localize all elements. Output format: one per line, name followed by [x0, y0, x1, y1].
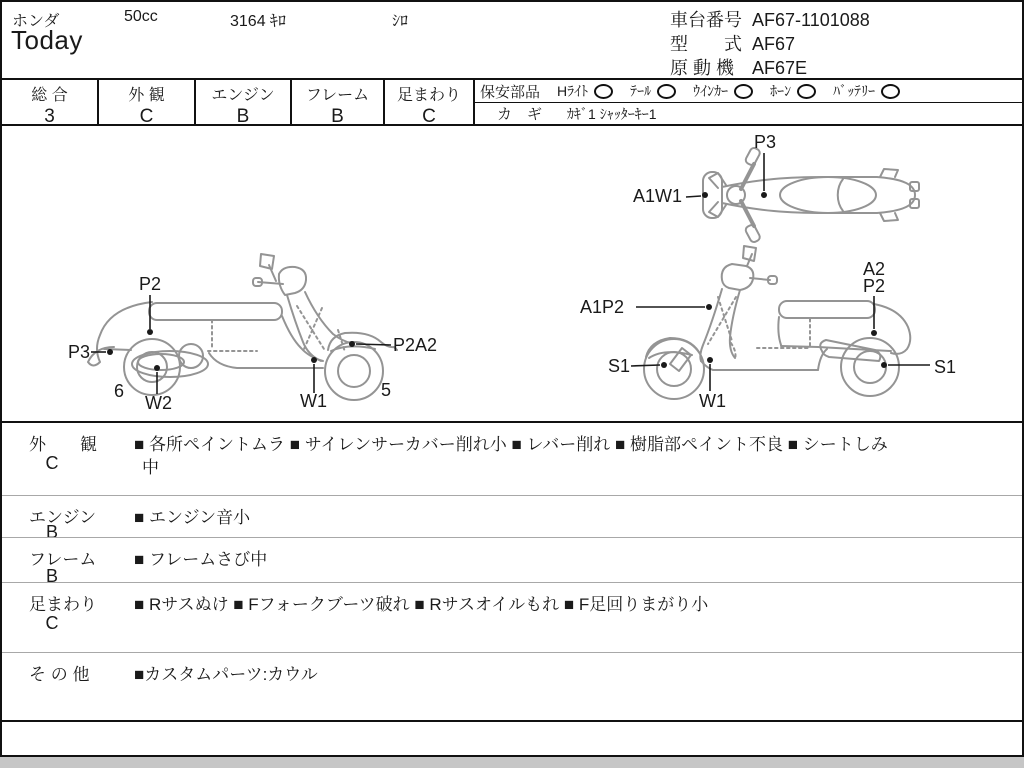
label-a1p2: A1P2	[580, 297, 625, 317]
rating-label: 総 合	[31, 87, 68, 104]
mirror-icon	[260, 254, 274, 269]
condition-row-other	[2, 652, 1022, 720]
callout-dot	[702, 192, 708, 198]
ok-circle-icon	[881, 84, 900, 99]
key-value: ｶｷﾞ1 ｼｬｯﾀｰｷｰ1	[567, 105, 657, 122]
condition-label: フレーム	[29, 550, 97, 569]
ok-circle-icon	[734, 84, 753, 99]
rating-frame	[292, 80, 385, 127]
callout-dot	[707, 357, 713, 363]
condition-row-exterior	[2, 421, 1022, 495]
callout-dot	[881, 362, 887, 368]
model-code: AF67	[752, 34, 796, 54]
safety-item-headlight: Hﾗｲﾄ	[557, 81, 613, 101]
condition-grade: C	[45, 613, 59, 633]
safety-parts-row	[475, 80, 1022, 103]
condition-text-overflow: 中	[142, 458, 159, 477]
rating-total	[2, 80, 99, 127]
color-code: ｼﾛ	[392, 13, 409, 30]
engine-code: AF67E	[752, 58, 808, 78]
condition-text: ■ エンジン音小	[134, 508, 251, 527]
chassis-row	[670, 8, 870, 32]
front-wheel	[325, 342, 383, 400]
condition-grade: B	[45, 522, 58, 542]
diagram-left-view	[57, 250, 467, 415]
label-w1: W1	[699, 391, 726, 411]
diagram-right-view	[560, 245, 980, 415]
key-row	[475, 103, 1022, 124]
label-p3: P3	[754, 132, 777, 152]
condition-text: ■カスタムパーツ:カウル	[134, 665, 318, 684]
callout-dot	[154, 365, 160, 371]
label-p2: P2	[863, 276, 886, 296]
seat-side	[149, 303, 282, 320]
label-w2: W2	[145, 393, 172, 413]
rating-label: 足まわり	[396, 87, 461, 104]
safety-parts-box	[475, 80, 1022, 124]
condition-grade: B	[45, 566, 58, 586]
label-a2: A2	[863, 259, 886, 279]
rating-label: 外 観	[128, 87, 165, 104]
safety-item-battery: ﾊﾞｯﾃﾘｰ	[833, 81, 900, 101]
condition-label: エンジン	[29, 508, 97, 527]
rear-wheel	[841, 338, 899, 396]
model-code-row	[670, 32, 870, 56]
label-w1: W1	[300, 391, 327, 411]
label-s1-front: S1	[608, 356, 631, 376]
callout-dot	[761, 192, 767, 198]
rating-undercarriage	[385, 80, 475, 127]
condition-label: そ の 他	[29, 665, 90, 684]
ratings-row	[2, 78, 1022, 126]
rating-value: B	[236, 106, 250, 127]
vehicle-id-block	[670, 8, 870, 80]
label-p2a2: P2A2	[393, 335, 438, 355]
rating-value: 3	[44, 106, 55, 127]
callout-dot	[706, 304, 712, 310]
safety-parts-label: 保安部品	[480, 83, 541, 101]
label-p3: P3	[68, 342, 91, 362]
condition-text: ■ 各所ペイントムラ ■ サイレンサーカバー削れ小 ■ レバー削れ ■ 樹脂部ペイント不良 ■ シートしみ	[134, 435, 888, 454]
safety-item-horn: ﾎｰﾝ	[770, 81, 816, 101]
condition-label: 外 観	[29, 435, 97, 454]
condition-grade: C	[45, 453, 59, 473]
mirror-icon	[743, 246, 756, 261]
condition-text: ■ フレームさび中	[134, 550, 268, 569]
ok-circle-icon	[657, 84, 676, 99]
callout-dot	[311, 357, 317, 363]
rating-label: エンジン	[211, 87, 275, 104]
callout-dot	[661, 362, 667, 368]
engine-code-label: 原 動 機	[670, 58, 735, 78]
seat-top	[780, 177, 876, 213]
condition-row-engine	[2, 495, 1022, 542]
label-6: 6	[114, 381, 125, 401]
rating-value: B	[331, 106, 344, 127]
safety-item-taillight: ﾃｰﾙ	[630, 81, 676, 101]
label-s1-rear: S1	[934, 357, 957, 377]
rating-label: フレーム	[305, 87, 370, 104]
displacement: 50cc	[124, 8, 158, 25]
rating-value: C	[422, 106, 436, 127]
callout-dot	[871, 330, 877, 336]
safety-item-winker: ｳｲﾝｶｰ	[693, 81, 753, 101]
callout-dot	[147, 329, 153, 335]
label-p2: P2	[139, 274, 162, 294]
rating-exterior	[99, 80, 196, 127]
condition-row-undercarriage	[2, 582, 1022, 652]
seat-side	[779, 301, 875, 318]
chassis-label: 車台番号	[670, 10, 742, 30]
model-name: Today	[11, 25, 83, 55]
ok-circle-icon	[594, 84, 613, 99]
condition-row-frame	[2, 537, 1022, 586]
engine-code-row	[670, 56, 870, 80]
bottom-divider	[2, 720, 1022, 722]
callout-dot	[349, 341, 355, 347]
rating-value: C	[139, 106, 154, 127]
ok-circle-icon	[797, 84, 816, 99]
chassis-number: AF67-1101088	[752, 10, 870, 30]
model-code-label: 型 式	[670, 34, 742, 54]
callout-dot	[107, 349, 113, 355]
label-5: 5	[381, 380, 392, 400]
maker-name: ホンダ	[12, 13, 60, 30]
key-label: カ ギ	[497, 106, 543, 123]
label-a1w1: A1W1	[633, 186, 683, 206]
mileage: 3164 ｷﾛ	[230, 13, 287, 30]
condition-label: 足まわり	[29, 595, 97, 614]
condition-text: ■ Rサスぬけ ■ Fフォークブーツ破れ ■ Rサスオイルもれ ■ F足回りまがり小	[134, 595, 709, 614]
rating-engine	[196, 80, 292, 127]
